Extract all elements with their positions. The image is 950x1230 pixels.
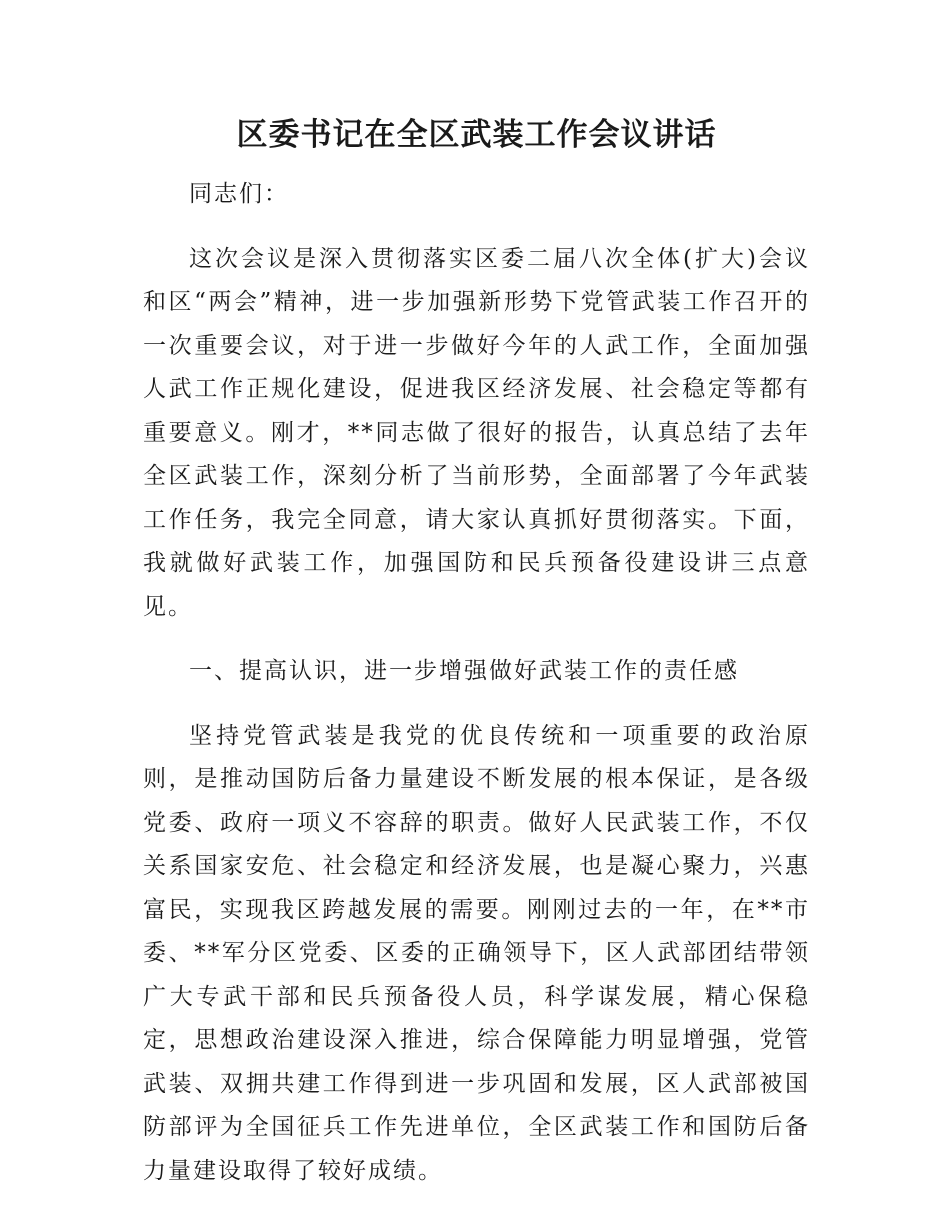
section-heading-1: 一、提高认识，进一步增强做好武装工作的责任感: [189, 658, 739, 684]
document-title: 区委书记在全区武装工作会议讲话: [236, 117, 717, 153]
paragraph-section-1: 坚持党管武装是我党的优良传统和一项重要的政治原则，是推动国防后备力量建设不断发展的根本保证，是各级党委、政府一项义不容辞的职责。做好人民武装工作，不仅关系国家安危、社会稳定和经济发展，也是凝心聚力，兴惠富民，实现我区跨越发展的需要。刚刚过去的一年，在**市委、**军分区党委、区委的正确领导下，区人武部团结带领广大专武干部和民兵预备役人员，科学谋发展，精心保稳定，思想政治建设深入推进，综合保障能力明显增强，党管武装、双拥共建工作得到进一步巩固和发展，区人武部被国防部评为全国征兵工作先进单位，全区武装工作和国防后备力量建设取得了较好成绩。: [143, 722, 810, 1184]
paragraph-intro: 这次会议是深入贯彻落实区委二届八次全体(扩大)会议和区“两会”精神，进一步加强新形势下党管武装工作召开的一次重要会议，对于进一步做好今年的人武工作，全面加强人武工作正规化建设，促进我区经济发展、社会稳定等都有重要意义。刚才，**同志做了很好的报告，认真总结了去年全区武装工作，深刻分析了当前形势，全面部署了今年武装工作任务，我完全同意，请大家认真抓好贯彻落实。下面，我就做好武装工作，加强国防和民兵预备役建设讲三点意见。: [143, 245, 810, 620]
salutation: 同志们：: [189, 181, 289, 207]
document-page: [143, 110, 810, 1214]
